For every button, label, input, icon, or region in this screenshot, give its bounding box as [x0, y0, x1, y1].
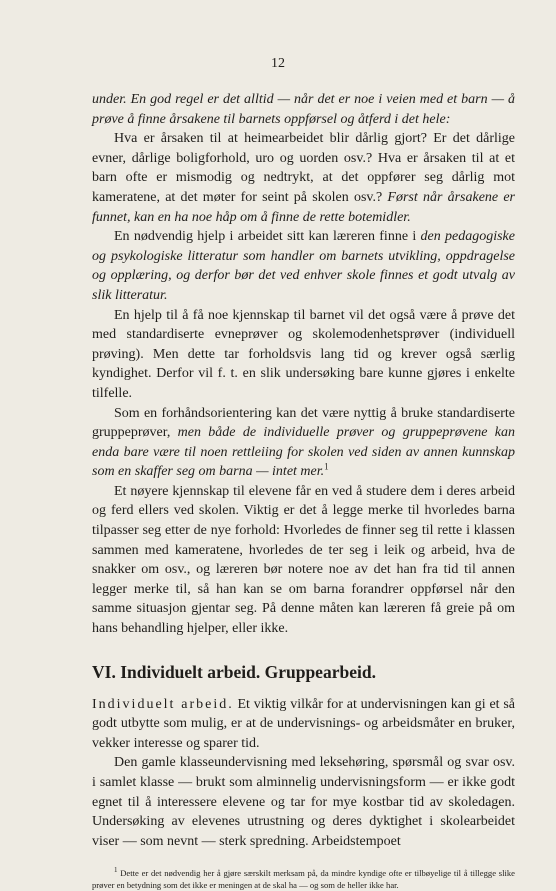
- class-teaching-text: Den gamle klasseundervisning med leksehøring, spørsmål og svar osv. i samlet klasse — brukt som alminnelig undervisningsform — er ikke godt egnet til å interessere elevene og tar for mye kostbar tid av skoledagen. Undersøking av elevenes utrustning og deres dyktighet i skolearbeidet viser — som nevnt — sterk spredning. Arbeidstempoet: [92, 755, 515, 849]
- literature-text: En nødvendig hjelp i arbeidet sitt kan læreren finne i: [114, 229, 421, 245]
- literature-italic-text: den pedagogiske og psykologiske litteratur som handler om barnets utvikling, oppdragelse og opplæring, og derfor bør det ved enhver skole finnes et godt utvalg av slik litteratur.: [92, 229, 515, 303]
- group-tests-text: Som en forhåndsorientering kan det være nyttig å bruke standardiserte gruppeprøver,: [92, 405, 515, 441]
- individual-work-spaced-label: Individuelt arbeid.: [92, 696, 234, 712]
- paragraph-literature: [92, 227, 515, 305]
- paragraph-intro: [92, 90, 515, 129]
- paragraph-class-teaching: [92, 753, 515, 851]
- footnote-marker: 1: [114, 866, 118, 875]
- paragraph-observation: [92, 482, 515, 639]
- paragraph-testing: [92, 306, 515, 404]
- paragraph-group-tests: [92, 404, 515, 482]
- observation-text: Et nøyere kjennskap til elevene får en ved å studere dem i deres arbeid og ferd ellers ved skolen. Viktig er det å legge merke til hvorledes barna tilpasser seg etter de nye forhold: Hvorledes de finner seg til rette i klassen sammen med kameratene, hvorledes de ter seg i leik og arbeid, hva de snakker om osv., og læreren bør notere noe av det han fra tid til annen legger merke til, så han kan se om barna forandrer oppførsel når den samme situasjon gjentar seg. På denne måten kan læreren få greie på om hans behandling hjelper, eller ikke.: [92, 483, 515, 637]
- footnote-text: Dette er det nødvendig her å gjøre særskilt merksam på, da mindre kyndige ofte er tilbøyelige til å tillegge slike prøver en betydning som det ikke er meningen at de skal ha — og som de heller ikke har.: [92, 868, 515, 890]
- causes-text: Hva er årsaken til at heimearbeidet blir dårlig gjort? Er det dårlige evner, dårlige boligforhold, uro og uorden osv.? Hva er årsaken til at et barn ofte er mismodig og nedtrykt, at det oppfører seg dårlig mot kameratene, at det møter for seint på skolen osv.?: [92, 131, 515, 205]
- testing-text: En hjelp til å få noe kjennskap til barnet vil det også være å prøve det med standardiserte evneprøver og skolemodenhetsprøver (individuell prøving). Men dette tar forholdsvis lang tid og krever også særlig kyndighet. Derfor vil f. t. en slik undersøking bare kunne gjøres i enkelte tilfelle.: [92, 307, 515, 401]
- footnote: [92, 865, 515, 891]
- causes-italic-text: Først når årsakene er funnet, kan en ha noe håp om å finne de rette botemidler.: [92, 189, 515, 225]
- page-body: [92, 90, 515, 891]
- individual-work-text: Et viktig vilkår for at undervisningen kan gi et så godt utbytte som mulig, er at de undervisnings- og arbeidsmåter en bruker, vekker interesse og sparer tid.: [92, 696, 515, 751]
- section-heading: VI. Individuelt arbeid. Gruppearbeid.: [92, 661, 376, 682]
- paragraph-individual-work: [92, 695, 515, 754]
- intro-italic-text: under. En god regel er det alltid — når det er noe i veien med et barn — å prøve å finne årsakene til barnets oppførsel og åtferd i det hele:: [92, 92, 515, 127]
- paragraph-causes: [92, 129, 515, 227]
- page-number: 12: [271, 56, 285, 71]
- footnote-reference: 1: [324, 461, 329, 472]
- group-tests-italic-text: men både de individuelle prøver og gruppeprøvene kan enda bare være til noen rettleiing for skolen ved siden av annen kunnskap som en skaffer seg om barna — intet mer.: [92, 425, 515, 480]
